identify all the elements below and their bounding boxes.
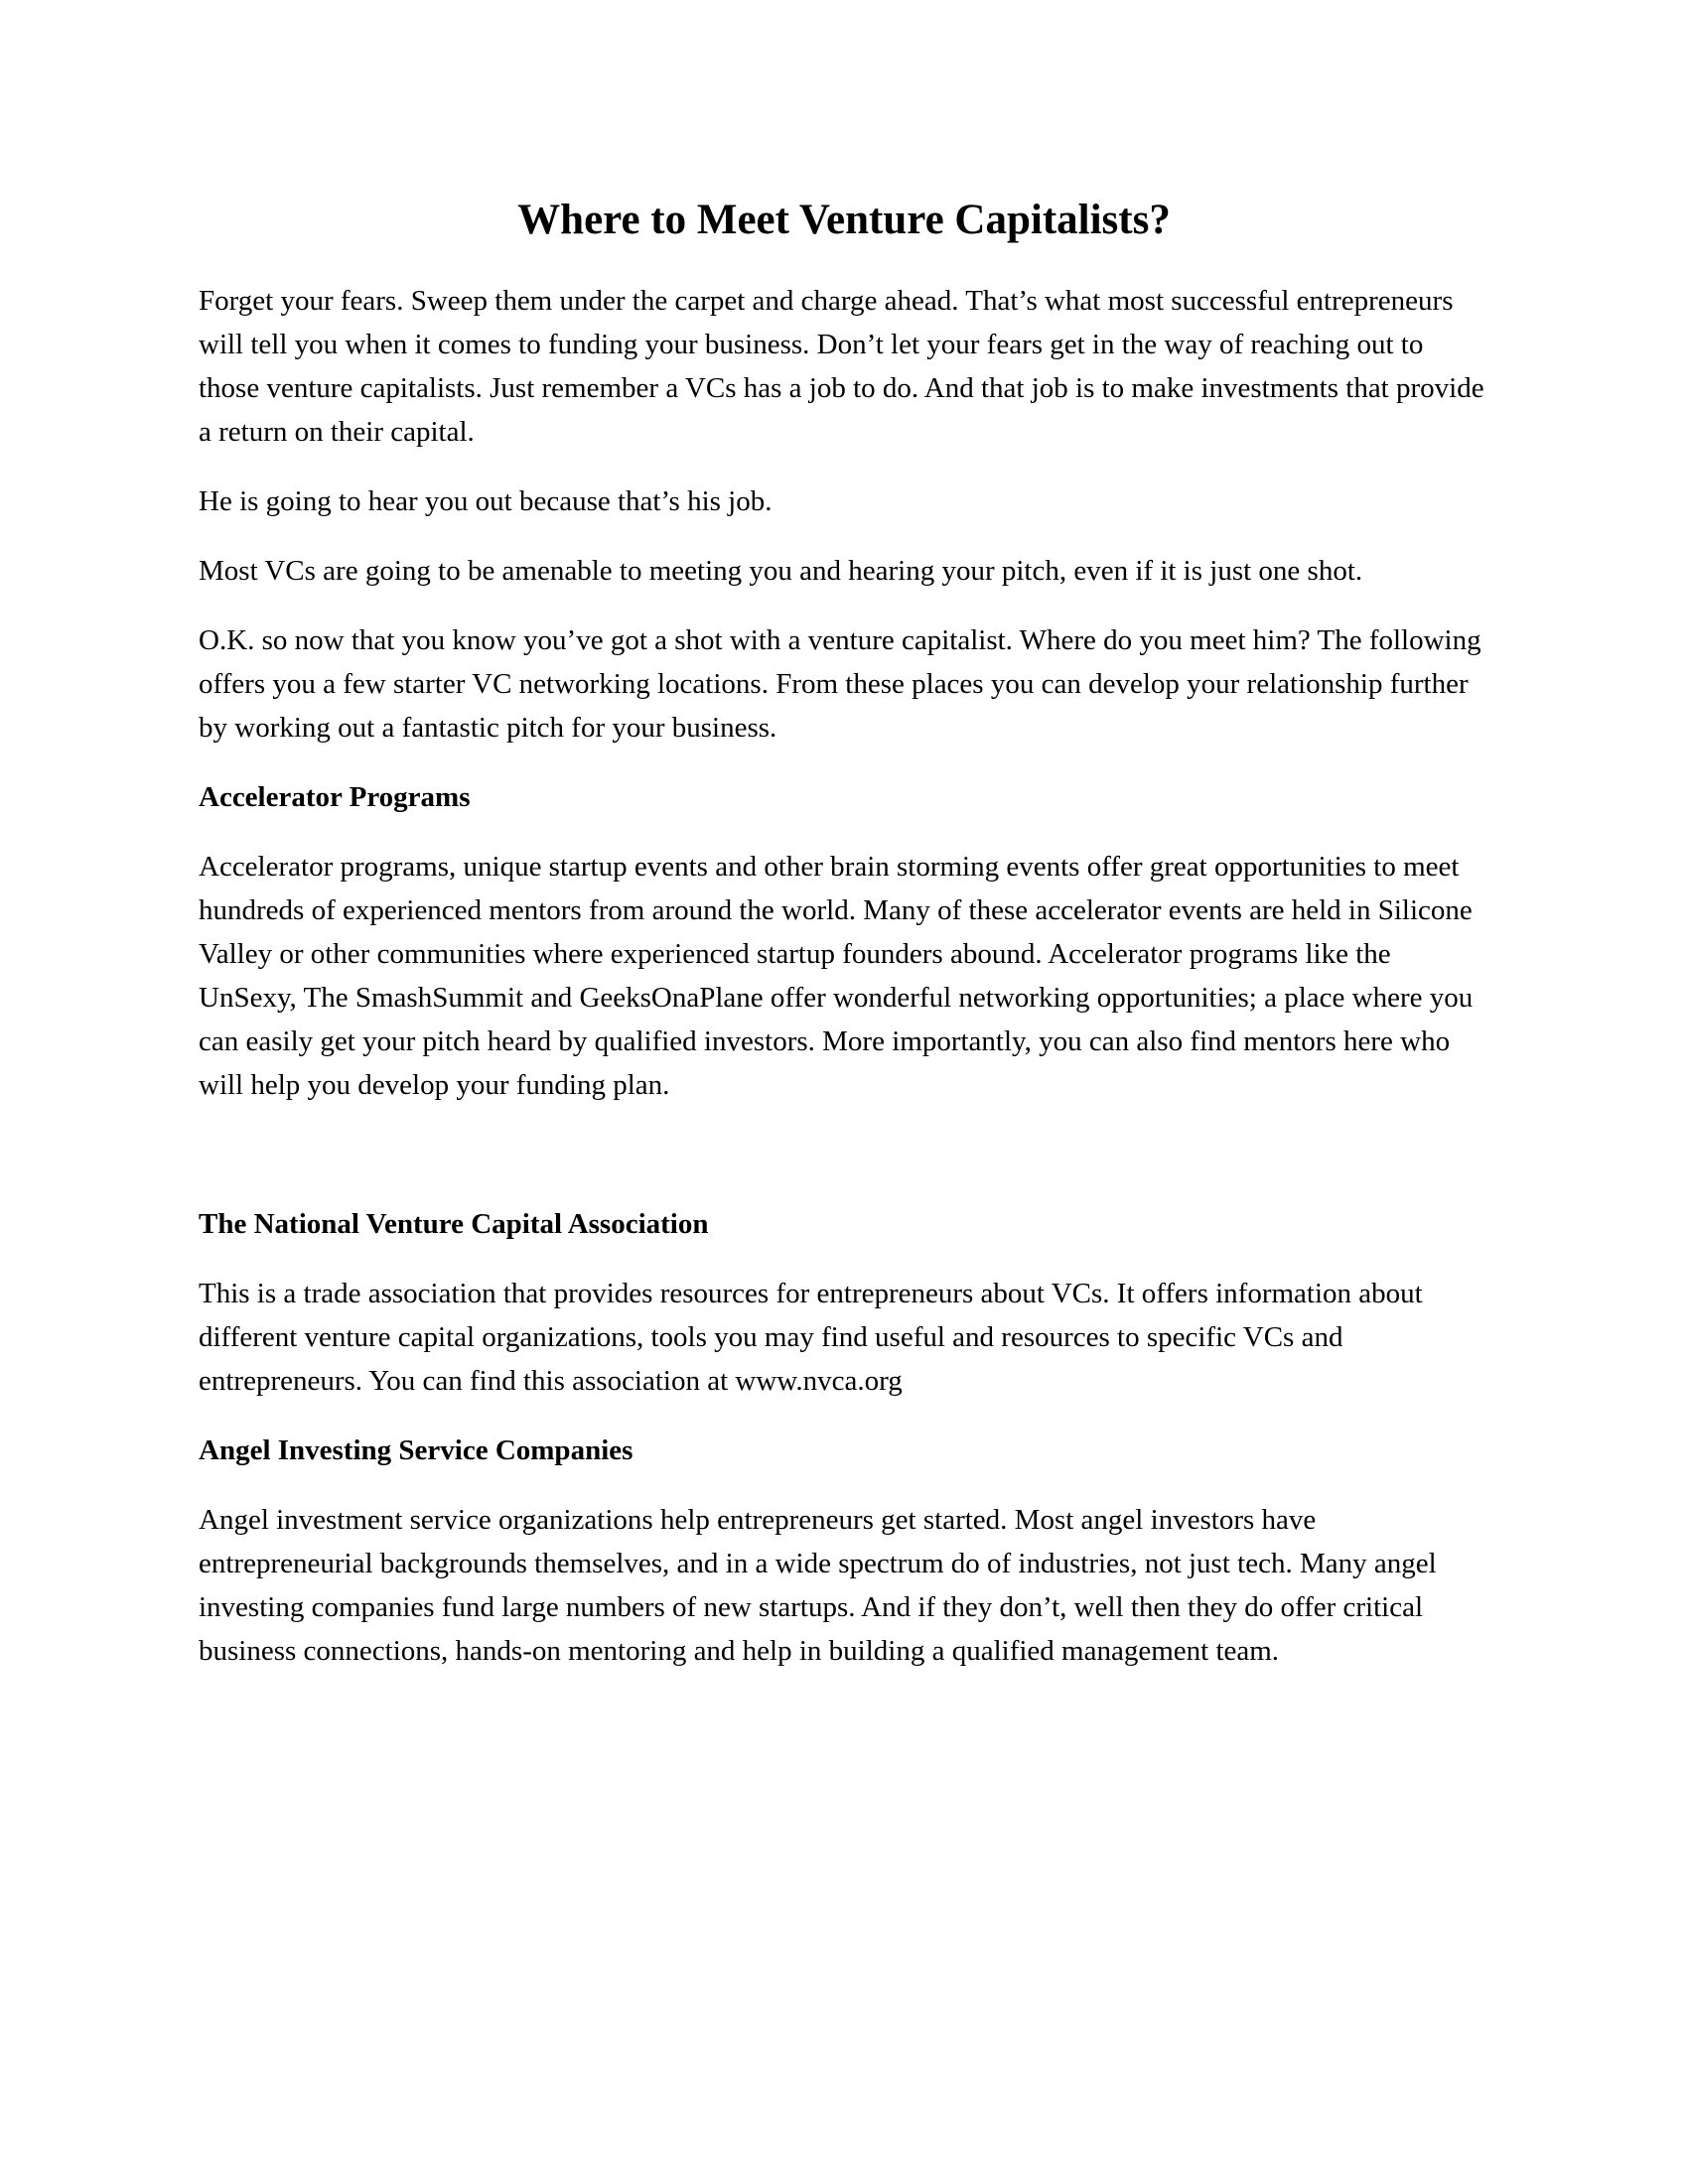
- section-body-accelerator-programs: Accelerator programs, unique startup events and other brain storming events offer great opportunities to meet hundreds of experienced mentors from around the world. Many of these accelerator events are held in Silicone Valley or other communities where experienced startup founders abound. Accelerator programs like the UnSexy, The SmashSummit and GeeksOnaPlane offer wonderful networking opportunities; a place where you can easily get your pitch heard by qualified investors. More importantly, you can also find mentors here who will help you develop your funding plan.: [199, 850, 1474, 1101]
- section-heading-accelerator-programs: Accelerator Programs: [199, 780, 471, 813]
- document-content: [199, 195, 1489, 1699]
- section-heading-nvca: The National Venture Capital Association: [199, 1207, 709, 1240]
- intro-paragraph-4: O.K. so now that you know you’ve got a shot with a venture capitalist. Where do you meet him? The following offers you a few starter VC networking locations. From these places you can develop your relationship further by working out a fantastic pitch for your business.: [199, 623, 1481, 744]
- document-title: Where to Meet Venture Capitalists?: [517, 197, 1171, 243]
- section-body-nvca: This is a trade association that provides resources for entrepreneurs about VCs. It offers information about different venture capital organizations, tools you may find useful and resources to specific VCs and entrepreneurs. You can find this association at www.nvca.org: [199, 1277, 1423, 1397]
- section-heading-angel-investing: Angel Investing Service Companies: [199, 1433, 633, 1466]
- intro-paragraph-3: Most VCs are going to be amenable to meeting you and hearing your pitch, even if it is just one shot.: [199, 554, 1363, 587]
- section-body-angel-investing: Angel investment service organizations help entrepreneurs get started. Most angel investors have entrepreneurial backgrounds themselves, and in a wide spectrum do of industries, not just tech. Many angel investing companies fund large numbers of new startups. And if they don’t, well then they do offer critical business connections, hands-on mentoring and help in building a qualified management team.: [199, 1503, 1437, 1667]
- blank-spacer: [199, 1133, 1489, 1202]
- intro-paragraph-2: He is going to hear you out because that’s his job.: [199, 484, 773, 517]
- intro-paragraph-1: Forget your fears. Sweep them under the carpet and charge ahead. That’s what most successful entrepreneurs will tell you when it comes to funding your business. Don’t let your fears get in the way of reaching out to those venture capitalists. Just remember a VCs has a job to do. And that job is to make investments that provide a return on their capital.: [199, 284, 1484, 448]
